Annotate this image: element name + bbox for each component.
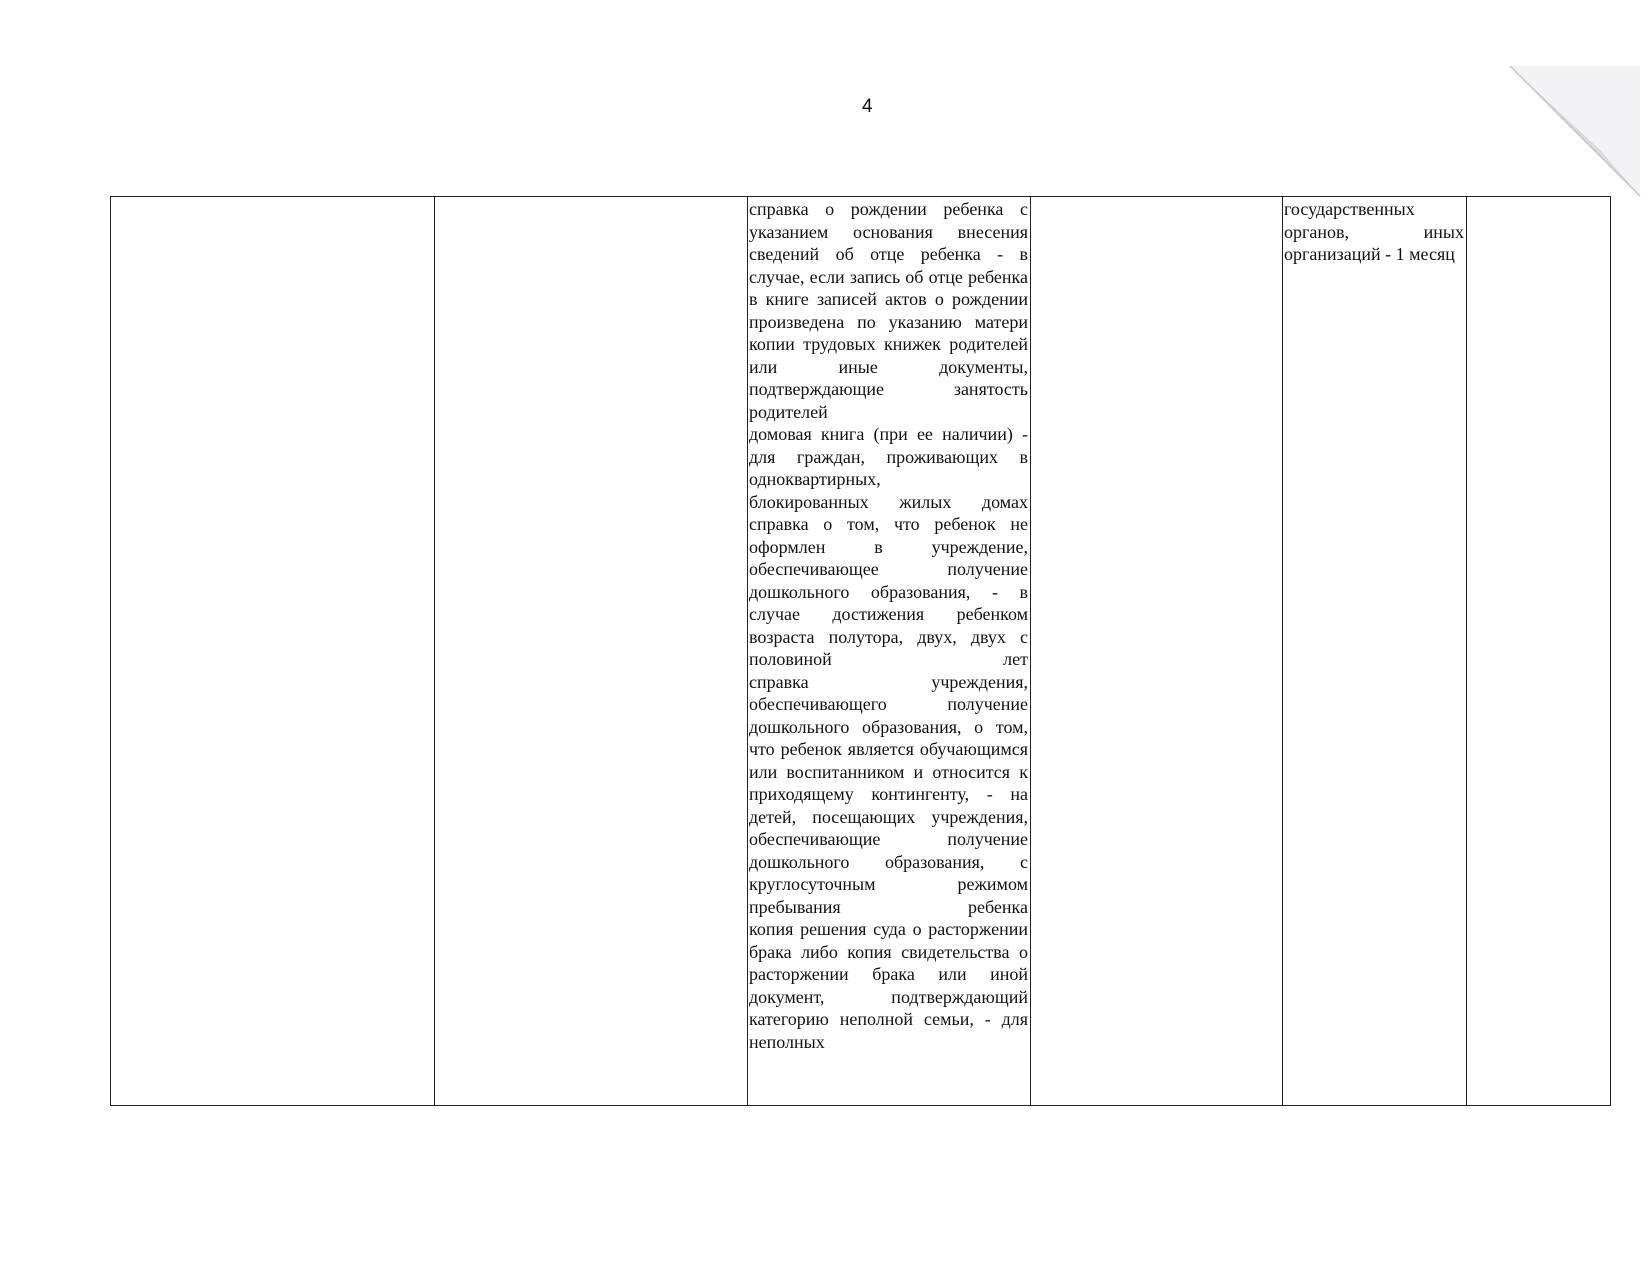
term-text: государственных органов, иных организаций - 1 месяц <box>1284 199 1464 264</box>
document-table <box>110 196 1611 1106</box>
page-number: 4 <box>862 96 873 117</box>
documents-paragraph: справка о том, что ребенок не оформлен в учреждение, обеспечивающее получение дошкольного образования, - в случае достижения ребенком возраста полутора, двух, двух с половиной лет <box>749 514 1028 669</box>
documents-paragraph: справка учреждения, обеспечивающего получение дошкольного образования, о том, что ребенок является обучающимся или воспитанником и относится к приходящему контингенту, - на детей, посещающих учреждения, обеспечивающие получение дошкольного образования, с круглосуточным режимом пребывания ребенка <box>749 671 1028 917</box>
table-row <box>111 197 1611 1106</box>
table-cell-col6 <box>1467 197 1611 1106</box>
table-cell-col4 <box>1031 197 1283 1106</box>
table-cell-term <box>1283 197 1467 1106</box>
documents-paragraph: копии трудовых книжек родителей или иные документы, подтверждающие занятость родителей <box>749 334 1028 422</box>
documents-paragraph: домовая книга (при ее наличии) - для граждан, проживающих в одноквартирных, <box>749 424 1028 489</box>
documents-paragraph: справка о рождении ребенка с указанием основания внесения сведений об отце ребенка - в случае, если запись об отце ребенка в книге записей актов о рождении произведена по указанию матери <box>749 199 1028 332</box>
page-curl-icon <box>1450 0 1650 200</box>
table-cell-col2 <box>435 197 748 1106</box>
documents-paragraph: копия решения суда о расторжении брака либо копия свидетельства о расторжении брака или иной документ, подтверждающий категорию неполной семьи, - для неполных <box>749 919 1028 1052</box>
table-cell-documents <box>748 197 1031 1106</box>
table-cell-col1 <box>111 197 435 1106</box>
documents-paragraph: блокированных жилых домах <box>749 491 1028 512</box>
